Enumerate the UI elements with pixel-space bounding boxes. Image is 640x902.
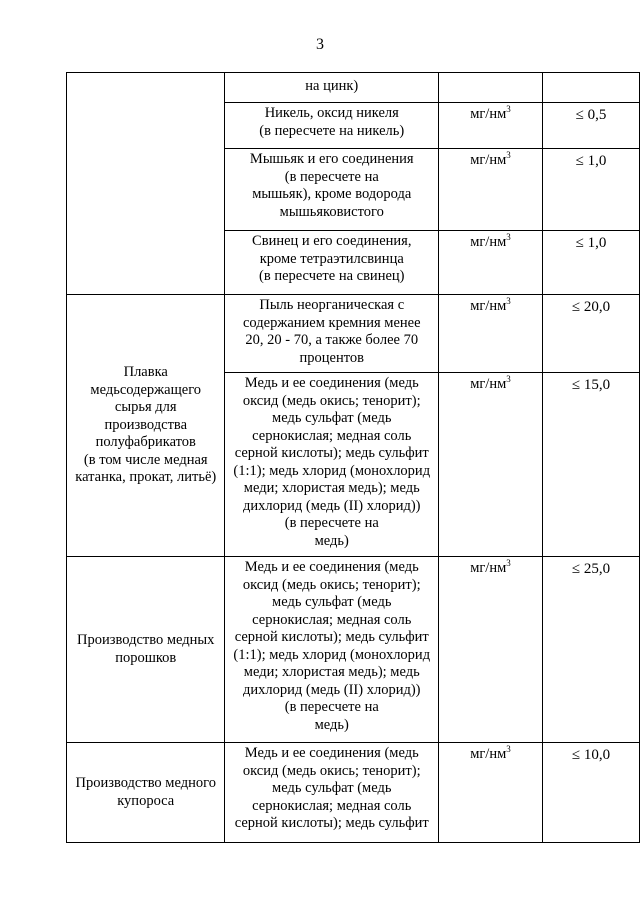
unit-cell — [439, 73, 543, 103]
limit-cell — [542, 73, 639, 103]
table-row — [67, 73, 640, 103]
limit-cell: ≤ 1,0 — [542, 149, 639, 231]
substance-cell: Медь и ее соединения (медь оксид (медь окись; тенорит); медь сульфат (медь сернокислая; медная соль серной кислоты); медь сульфит — [225, 743, 439, 843]
substance-cell: Медь и ее соединения (медь оксид (медь окись; тенорит); медь сульфат (медь сернокислая; медная соль серной кислоты); медь сульфит (1:1); медь хлорид (монохлорид меди; хлористая медь); медь дихлорид (медь (II) хлорид)) (в пересчете на медь) — [225, 373, 439, 557]
process-cell: Производство медных порошков — [67, 557, 225, 743]
unit-cell: $мг/нм^3$ — [439, 373, 543, 557]
limit-cell: ≤ 20,0 — [542, 295, 639, 373]
process-cell — [67, 73, 225, 295]
emission-limits-table — [66, 72, 640, 843]
limit-cell: ≤ 1,0 — [542, 231, 639, 295]
unit-cell: $мг/нм^3$ — [439, 295, 543, 373]
substance-cell: Свинец и его соединения, кроме тетраэтилсвинца (в пересчете на свинец) — [225, 231, 439, 295]
unit-cell: $мг/нм^3$ — [439, 557, 543, 743]
process-cell: Плавка медьсодержащего сырья для производства полуфабрикатов (в том числе медная катанка, прокат, литьё) — [67, 295, 225, 557]
limit-cell: ≤ 25,0 — [542, 557, 639, 743]
limit-cell: ≤ 0,5 — [542, 103, 639, 149]
substance-cell: Мышьяк и его соединения (в пересчете на мышьяк), кроме водорода мышьяковистого — [225, 149, 439, 231]
table-row — [67, 743, 640, 843]
limit-cell: ≤ 10,0 — [542, 743, 639, 843]
substance-cell: Медь и ее соединения (медь оксид (медь окись; тенорит); медь сульфат (медь сернокислая; медная соль серной кислоты); медь сульфит (1:1); медь хлорид (монохлорид меди; хлористая медь); медь дихлорид (медь (II) хлорид)) (в пересчете на медь) — [225, 557, 439, 743]
page-number: 3 — [316, 36, 324, 53]
table-row — [67, 557, 640, 743]
unit-cell: $мг/нм^3$ — [439, 103, 543, 149]
unit-cell: $мг/нм^3$ — [439, 149, 543, 231]
table-row — [67, 295, 640, 373]
substance-cell: Никель, оксид никеля (в пересчете на никель) — [225, 103, 439, 149]
unit-cell: $мг/нм^3$ — [439, 743, 543, 843]
substance-cell: Пыль неорганическая с содержанием кремния менее 20, 20 - 70, а также более 70 процентов — [225, 295, 439, 373]
limit-cell: ≤ 15,0 — [542, 373, 639, 557]
unit-cell: $мг/нм^3$ — [439, 231, 543, 295]
substance-cell: на цинк) — [225, 73, 439, 103]
process-cell: Производство медного купороса — [67, 743, 225, 843]
